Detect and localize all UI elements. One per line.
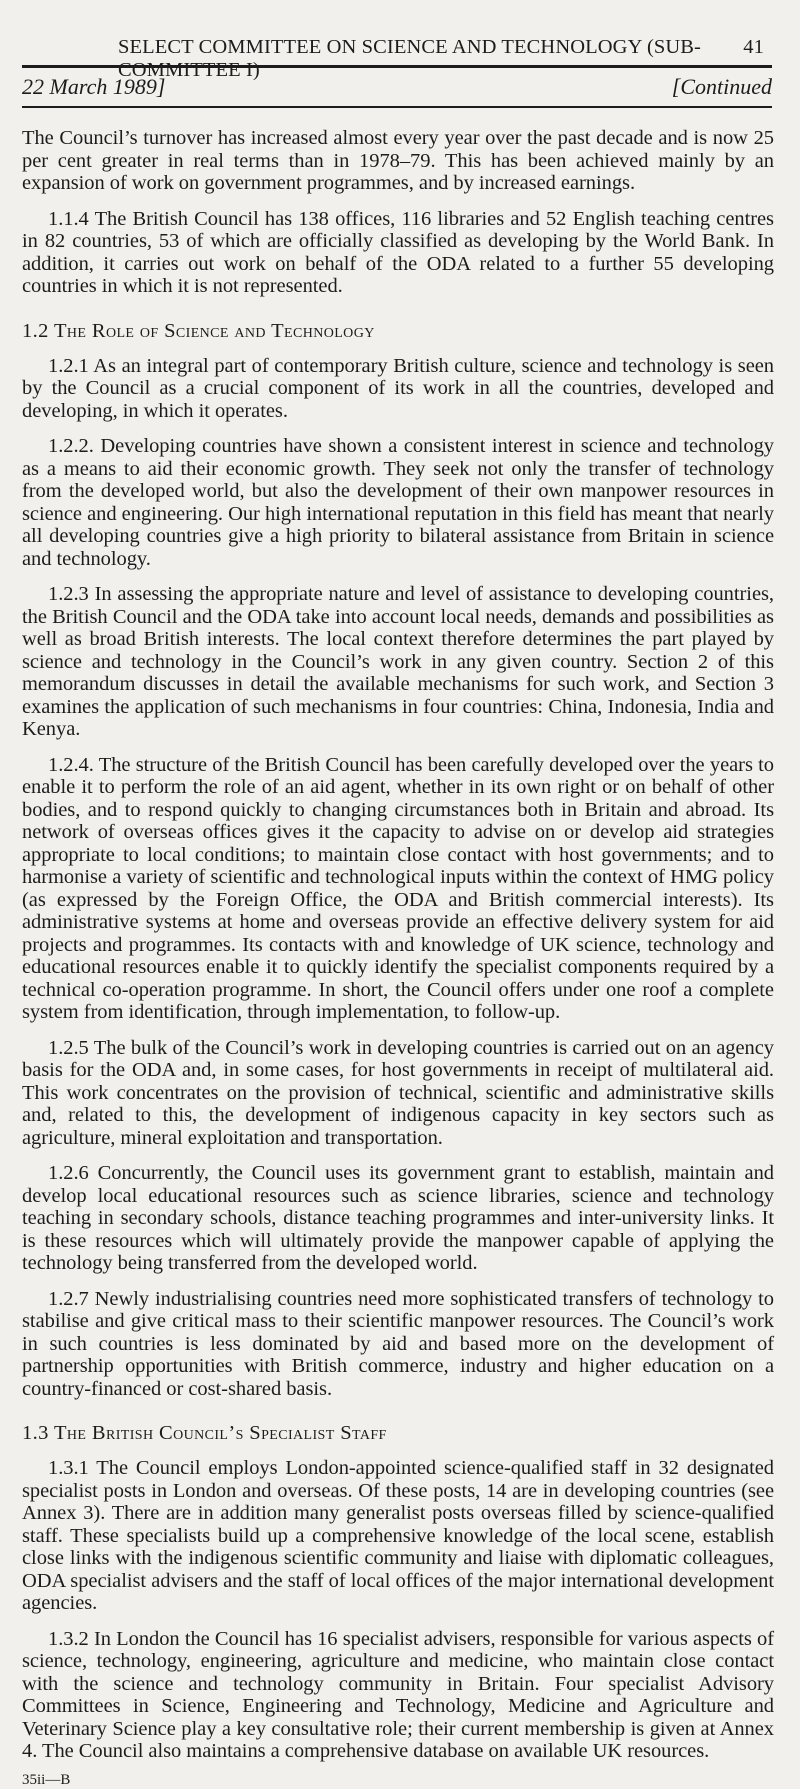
page-number: 41	[743, 36, 764, 58]
paragraph: 1.2.4. The structure of the British Council has been carefully developed over the years to enable it to perform the role of an aid agent, whether in its own right or on behalf of other bodies, and to respond quickly to changing circumstances both in Britain and abroad. Its network of overseas offices gives it the capacity to advise on or develop aid strategies appropriate to local conditions; to maintain close contact with host governments; and to harmonise a variety of scientific and technological inputs within the context of HMG policy (as expressed by the Foreign Office, the ODA and British commercial interests). Its administrative systems at home and overseas provide an effective delivery system for aid projects and programmes. Its contacts with and knowledge of UK science, technology and educational resources enable it to quickly identify the specialist components required by a technical co-operation programme. In short, the Council offers under one roof a complete system from identification, through implementation, to follow-up.	[22, 753, 774, 1023]
dateline	[22, 74, 772, 100]
paragraph: 1.2.5 The bulk of the Council’s work in developing countries is carried out on an agency basis for the ODA and, in some cases, for host governments in receipt of multilateral aid. This work concentrates on the provision of technical, scientific and administrative skills and, related to this, the development of indigenous capacity in key sectors such as agriculture, mineral exploitation and transportation.	[22, 1036, 774, 1149]
dateline-rule	[22, 106, 772, 108]
continued-label: [Continued	[671, 74, 772, 99]
paragraph: 1.2.7 Newly industrialising countries need more sophisticated transfers of technology to stabilise and give critical mass to their scientific manpower resources. The Council’s work in such countries is less dominated by aid and based more on the development of partnership opportunities with British commerce, industry and higher education on a country-financed or cost-shared basis.	[22, 1287, 774, 1400]
paragraph: 1.1.4 The British Council has 138 offices, 116 libraries and 52 English teaching centres in 82 countries, 53 of which are officially classified as developing by the World Bank. In addition, it carries out work on behalf of the ODA related to a further 55 developing countries in which it is not represented.	[22, 207, 774, 297]
paragraph: The Council’s turnover has increased almost every year over the past decade and is now 25 per cent greater in real terms than in 1978–79. This has been achieved mainly by an expansion of work on government programmes, and by increased earnings.	[22, 127, 774, 194]
running-title: SELECT COMMITTEE ON SCIENCE AND TECHNOLOGY (SUB-COMMITTEE I)	[118, 36, 701, 81]
paragraph: 1.3.1 The Council employs London-appointed science-qualified staff in 32 designated specialist posts in London and overseas. Of these posts, 14 are in developing countries (see Annex 3). There are in addition many generalist posts overseas filled by science-qualified staff. These specialists build up a comprehensive knowledge of the local scene, establish close links with the indigenous scientific community and liaise with diplomatic colleagues, ODA specialist advisers and the staff of local offices of the major international development agencies.	[22, 1457, 774, 1614]
document-body	[22, 127, 774, 1789]
paragraph: 1.2.2. Developing countries have shown a consistent interest in science and technology as a means to aid their economic growth. They seek not only the transfer of technology from the developed world, but also the development of their own manpower resources in science and engineering. Our high international reputation in this field has meant that nearly all developing countries give a high priority to bilateral assistance from Britain in science and technology.	[22, 435, 774, 570]
paragraph: 1.3.2 In London the Council has 16 specialist advisers, responsible for various aspects of science, technology, engineering, agriculture and medicine, who maintain close contact with the science and technology community in Britain. Four specialist Advisory Committees in Science, Engineering and Technology, Medicine and Agriculture and Veterinary Science play a key consultative role; their current membership is given at Annex 4. The Council also maintains a comprehensive database on available UK resources.	[22, 1627, 774, 1762]
paragraph: 1.2.6 Concurrently, the Council uses its government grant to establish, maintain and develop local educational resources such as science libraries, science and technology teaching in secondary schools, distance teaching programmes and inter-university links. It is these resources which will ultimately provide the manpower capable of applying the technology being transferred from the developed world.	[22, 1162, 774, 1274]
section-heading: 1.2 The Role of Science and Technology	[22, 319, 375, 342]
date-label: 22 March 1989]	[22, 74, 166, 99]
page-signature: 35ii—B	[22, 1771, 71, 1788]
section-heading: 1.3 The British Council’s Specialist Staff	[22, 1422, 387, 1444]
paragraph: 1.2.3 In assessing the appropriate nature and level of assistance to developing countries, the British Council and the ODA take into account local needs, demands and possibilities as well as broad British interests. The local context therefore determines the part played by science and technology in the Council’s work in any given country. Section 2 of this memorandum discusses in detail the available mechanisms for such work, and Section 3 examines the application of such mechanisms in four countries: China, Indonesia, India and Kenya.	[22, 583, 774, 740]
header-rule	[22, 65, 772, 68]
paragraph: 1.2.1 As an integral part of contemporary British culture, science and technology is seen by the Council as a crucial component of its work in all the countries, developed and developing, in which it operates.	[22, 354, 774, 422]
